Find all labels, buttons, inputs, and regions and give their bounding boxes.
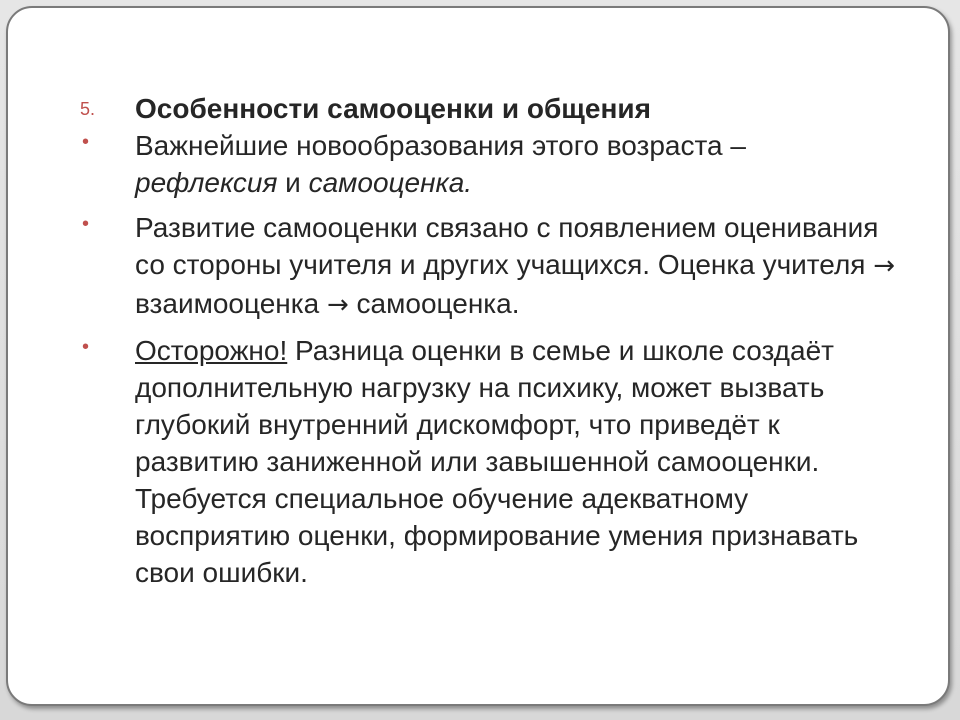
bullet-marker: • xyxy=(82,213,90,235)
bullet-list xyxy=(80,90,900,591)
number-marker: 5. xyxy=(80,99,96,119)
italic-term-self-esteem: самооценка. xyxy=(308,167,473,198)
list-item-caution xyxy=(80,332,900,591)
arrow-right-icon: → xyxy=(326,290,349,320)
italic-term-reflection: рефлексия xyxy=(135,167,278,198)
bullet-marker: • xyxy=(82,336,90,358)
item-text-part3: самооценка. xyxy=(348,288,520,319)
item-text: Важнейшие новообразования этого возраста – xyxy=(135,130,746,161)
item-text-part1: Развитие самооценки связано с появлением оценивания со стороны учителя и других учащихся. Оценка учителя xyxy=(135,212,879,280)
item-text: Разница оценки в семье и школе создаёт дополнительную нагрузку на психику, может вызвать глубокий внутренний дискомфорт, что приведёт к развитию заниженной или завышенной самооценки. Требуется специальное обучение адекватному восприятию оценки, формирование умения признавать свои ошибки. xyxy=(135,335,859,588)
list-item-neoformations xyxy=(80,127,900,201)
list-item-heading xyxy=(80,90,900,127)
list-item-development xyxy=(80,209,900,324)
arrow-right-icon: → xyxy=(873,251,896,281)
connector-text: и xyxy=(277,167,309,198)
heading-text: Особенности самооценки и общения xyxy=(135,93,651,124)
slide-card xyxy=(6,6,950,706)
item-text-part2: взаимооценка xyxy=(135,288,327,319)
caution-label: Осторожно! xyxy=(135,335,288,366)
bullet-marker: • xyxy=(82,131,90,153)
